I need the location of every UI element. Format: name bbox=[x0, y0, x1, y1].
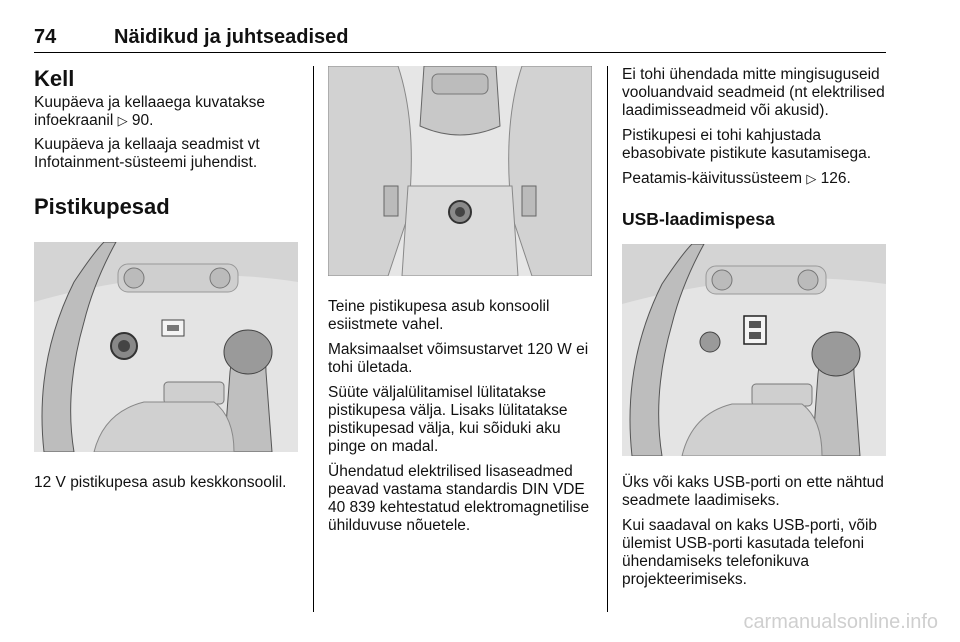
paragraph-text: Kuupäeva ja kellaaega kuvatakse infoekraanil bbox=[34, 94, 265, 129]
column-3 bbox=[622, 66, 888, 589]
rear-socket-image bbox=[328, 66, 592, 276]
column-1 bbox=[34, 66, 300, 492]
paragraph-2-2: Maksimaalset võimsustarvet 120 W ei tohi ületada. bbox=[328, 341, 589, 376]
usb-port-image bbox=[622, 244, 886, 456]
paragraph-kell-2: Kuupäeva ja kellaaja seadmist vt Infotainment-süsteemi juhendist. bbox=[34, 136, 260, 171]
paragraph-kell-1 bbox=[34, 94, 300, 130]
page-title: Näidikud ja juhtseadised bbox=[114, 26, 349, 48]
section-heading-usb: USB-laadimispesa bbox=[622, 209, 775, 229]
watermark: carmanualsonline.info bbox=[743, 611, 938, 633]
paragraph-3-2: Pistikupesi ei tohi kahjustada ebasobivate pistikute kasutamisega. bbox=[622, 127, 872, 162]
paragraph-3-4: Üks või kaks USB-porti on ette nähtud seadmete laadimiseks. bbox=[622, 474, 884, 509]
paragraph-2-4: Ühendatud elektrilised lisaseadmed peavad vastama standardis DIN VDE 40 839 kehtestatud elektromagnetilise ühilduvuse nõuetele. bbox=[328, 463, 590, 534]
column-divider-1 bbox=[313, 66, 314, 612]
header-rule bbox=[34, 52, 886, 53]
paragraph-2-3: Süüte väljalülitamisel lülitatakse pistikupesa välja. Lisaks lülitatakse pistikupesad välja, kui sõiduki aku pinge on madal. bbox=[328, 384, 568, 455]
page-ref: 126. bbox=[816, 170, 851, 187]
paragraph-3-5: Kui saadaval on kaks USB-porti, võib ülemist USB-porti kasutada telefoni ühendamiseks telefonikuva projekteerimiseks. bbox=[622, 517, 878, 588]
caption-12v: 12 V pistikupesa asub keskkonsoolil. bbox=[34, 474, 287, 491]
socket-console-image bbox=[34, 242, 298, 452]
section-heading-kell: Kell bbox=[34, 66, 75, 91]
arrow-ref-icon: ▷ bbox=[806, 171, 817, 186]
section-heading-pistikupesad: Pistikupesad bbox=[34, 194, 170, 219]
arrow-ref-icon: ▷ bbox=[117, 113, 128, 128]
page-ref: 90. bbox=[127, 112, 154, 129]
paragraph-text: Peatamis-käivitussüsteem bbox=[622, 170, 803, 187]
page-number: 74 bbox=[34, 26, 57, 48]
paragraph-3-1: Ei tohi ühendada mitte mingisuguseid vooluandvaid seadmeid (nt elektrilised laadimisseadmeid või akusid). bbox=[622, 66, 885, 119]
column-2 bbox=[328, 66, 594, 535]
column-divider-2 bbox=[607, 66, 608, 612]
paragraph-3-3 bbox=[622, 170, 888, 188]
paragraph-2-1: Teine pistikupesa asub konsoolil esiistmete vahel. bbox=[328, 298, 550, 333]
